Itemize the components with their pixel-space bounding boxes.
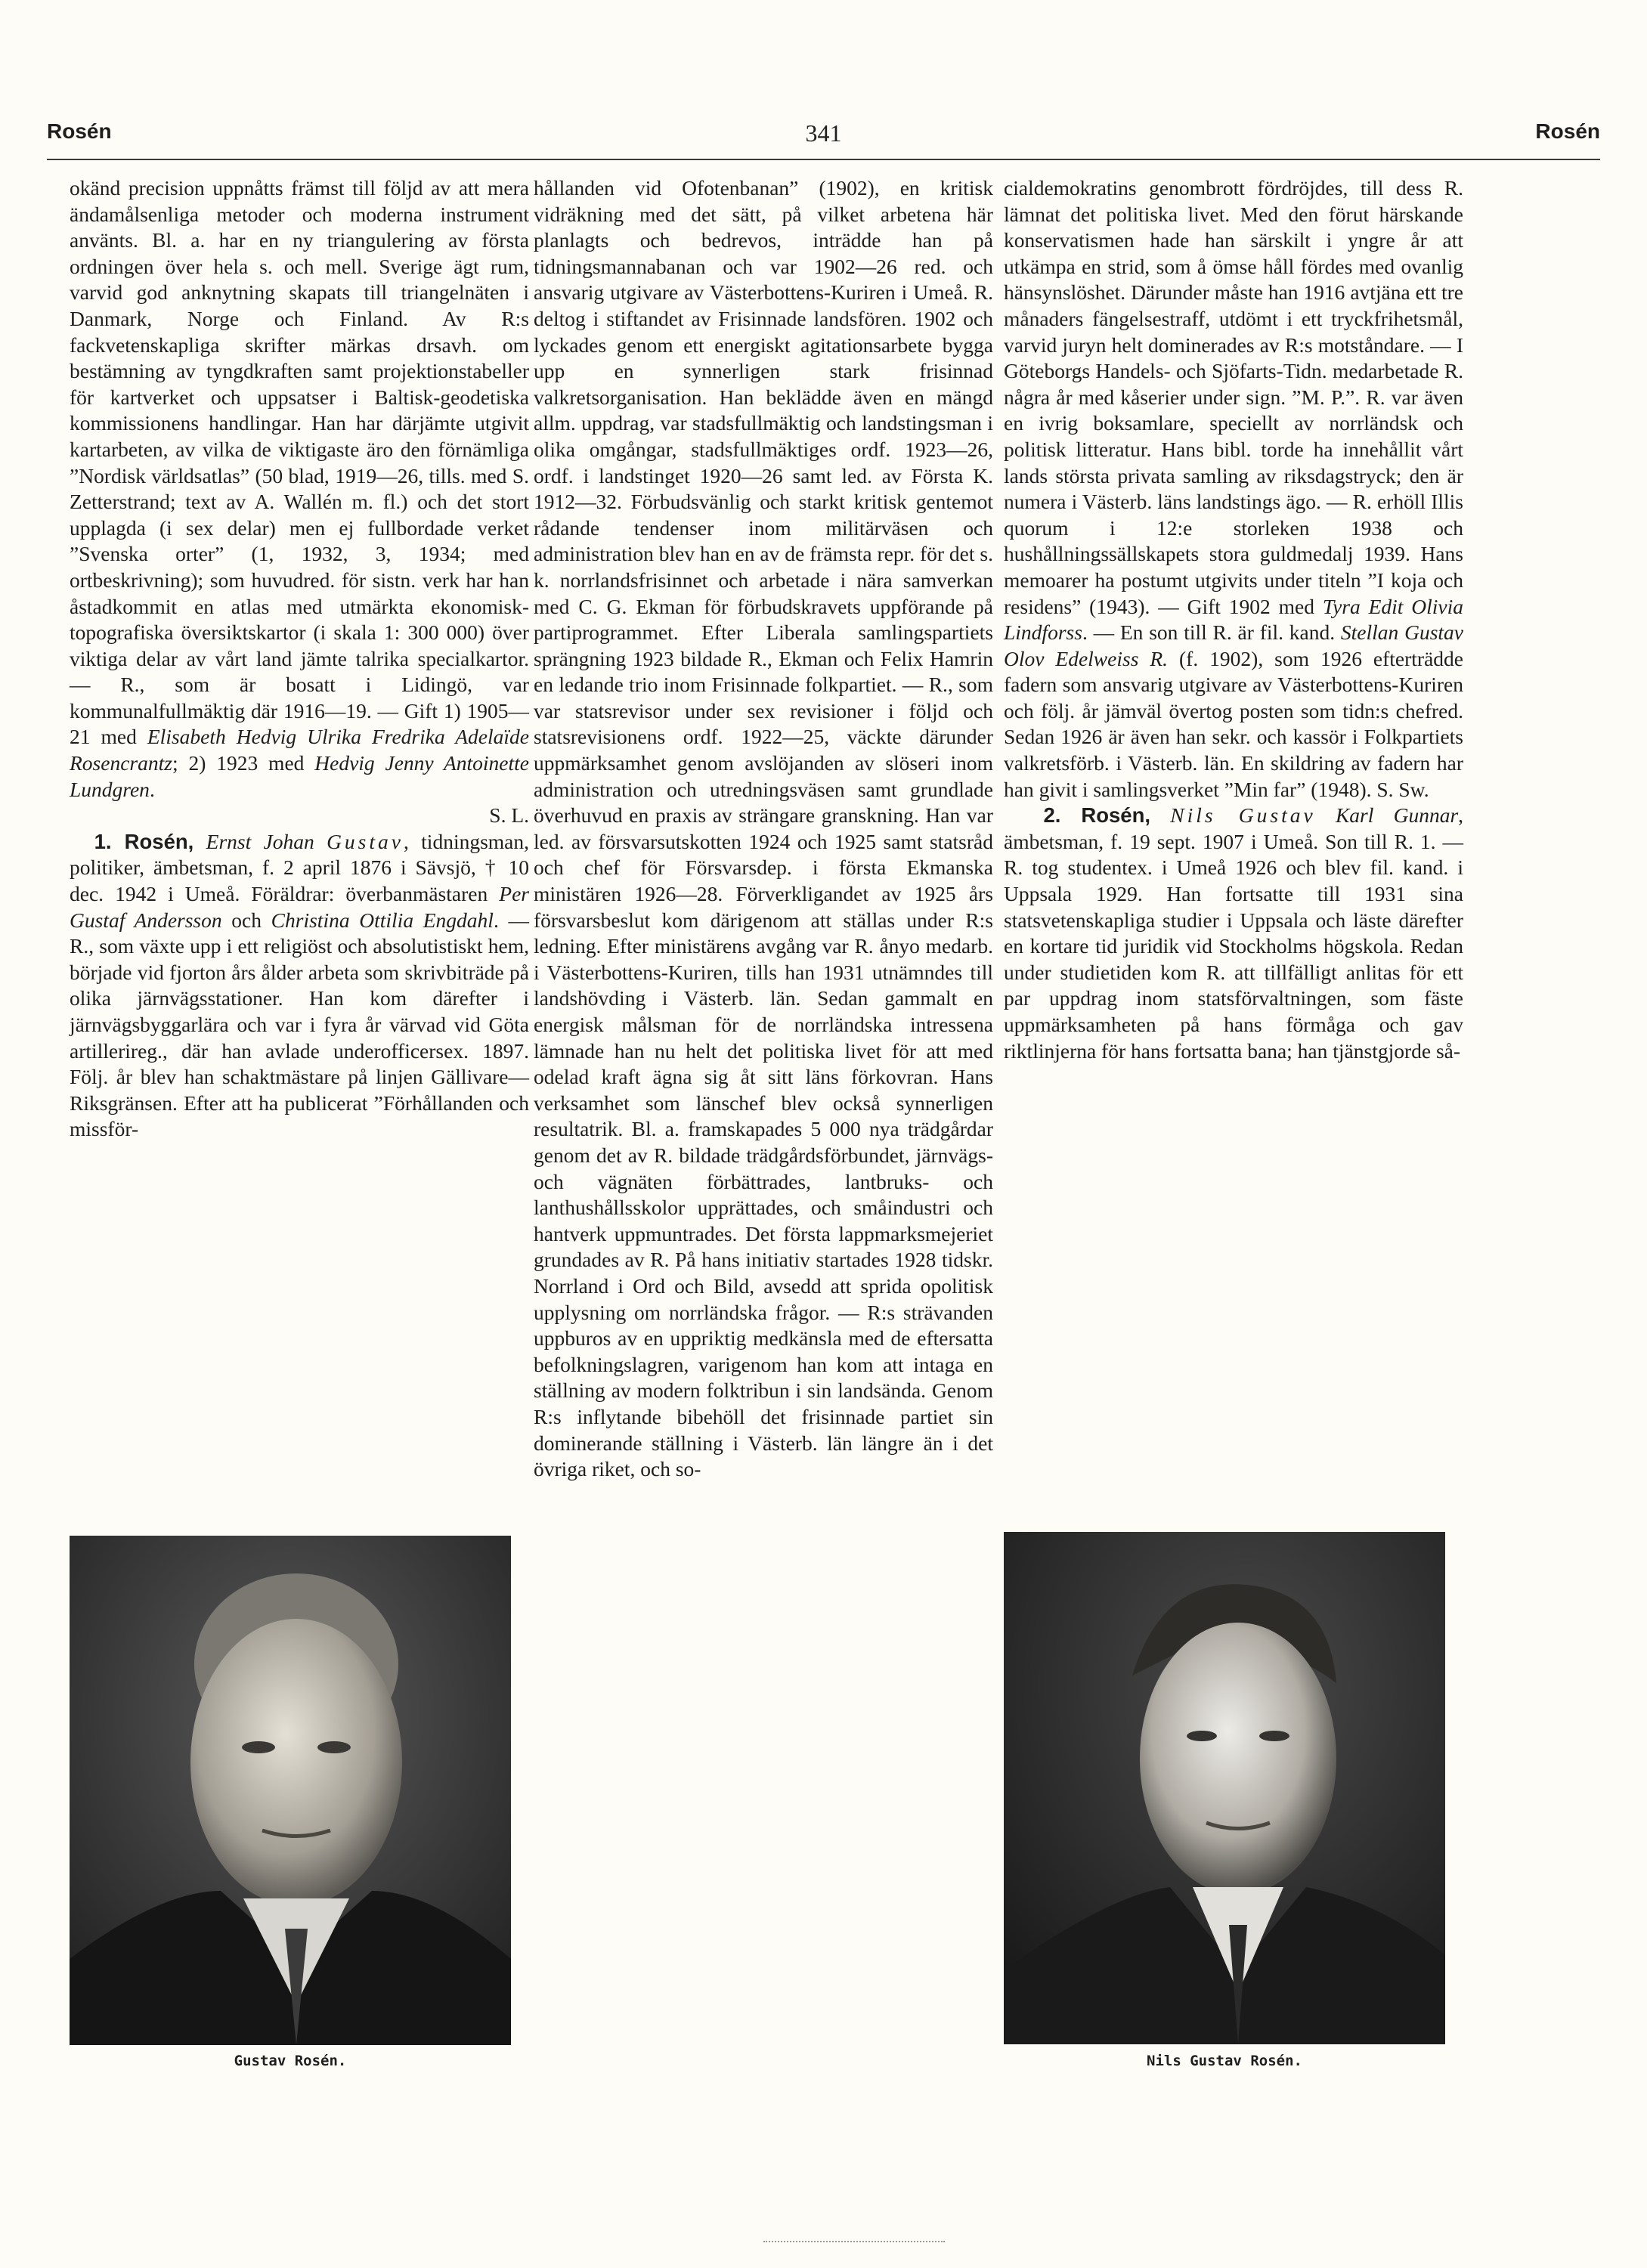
entry-nils-gustav-rosen	[1004, 803, 1463, 1064]
photo-caption-left: Gustav Rosén.	[234, 2053, 347, 2069]
text-run: , tidningsman, politiker, ämbetsman, f. 2 april 1876 i Sävsjö, † 10 dec. 1942 i Umeå. Föräldrar: överbanmästaren	[70, 829, 530, 906]
bottom-edge-mark	[763, 2241, 945, 2247]
portrait-photo-nils-gustav-rosen	[1004, 1532, 1445, 2044]
paragraph	[70, 175, 529, 803]
text-column-3	[1004, 175, 1463, 1064]
spouse-name: Tyra Edit Olivia Lindforss	[1004, 594, 1464, 645]
entry-heading: 1. Rosén,	[94, 829, 194, 853]
text-column-2	[534, 175, 993, 1483]
portrait-image	[1004, 1532, 1445, 2044]
spouse-name: Hedvig Jenny Antoinette Lundgren	[70, 751, 529, 801]
spouse-name: Elisabeth Hedvig Ulrika Fredrika Adelaïde Rosencrantz	[70, 725, 529, 775]
text-run: (f. 1902), som 1926 efterträdde fadern som ansvarig utgivare av Västerbottens-Kuriren och följ. år jämväl övertog posten som tidn:s chefred. Sedan 1926 är även han sekr. och kassör i Folkpartiets valkretsförb. i Västerb. län. En skildring av fadern har han givit i samlingsverket ”Min far” (1948). S. Sw.	[1004, 646, 1463, 801]
portrait-photo-gustav-rosen	[70, 1536, 511, 2045]
photo-caption-right: Nils Gustav Rosén.	[1147, 2053, 1302, 2069]
son-name: Stellan Gustav Olov Edelweiss R.	[1004, 620, 1463, 670]
signature: S. L.	[489, 803, 529, 828]
text-run: .	[149, 777, 155, 801]
entry-name-spaced: Nils Gustav	[1170, 803, 1316, 828]
entry-name: Karl Gunnar	[1335, 803, 1459, 828]
text-run: , ämbetsman, f. 19 sept. 1907 i Umeå. Son till R. 1. — R. tog studentex. i Umeå 1926 och blev fil. kand. i Uppsala 1929. Han fortsatte till 1931 sina statsvetenskapliga studier i Uppsala och läste därefter en kortare tid juridik vid Stockholms högskola. Redan under studietiden kom R. att tillfälligt anlitas för ett par uppdrag inom statsförvaltningen, som fäste uppmärksamheten på hans förmåga och gav riktlinjerna för hans fortsatta bana; han tjänstgjorde så-	[1004, 803, 1464, 1063]
running-header	[47, 113, 1600, 160]
entry-gustav-rosen	[70, 829, 529, 1143]
entry-name: Ernst Johan	[206, 829, 314, 853]
header-left-title: Rosén	[47, 119, 112, 143]
paragraph: hållanden vid Ofotenbanan” (1902), en kritisk vidräkning med det sätt, på vilket arbetena här planlagts och bedrevos, inträdde han på tidningsmannabanan och var 1902—26 red. och ansvarig utgivare av Västerbottens-Kuriren i Umeå. R. deltog i stiftandet av Frisinnade landsfören. 1902 och lyckades genom ett energiskt agitationsarbete bygga upp en synnerligen stark frisinnad valkretsorganisation. Han beklädde även en mängd allm. uppdrag, var stadsfullmäktig och landstingsman i olika omgångar, stadsfullmäktiges ordf. 1923—26, ordf. i landstinget 1920—26 samt led. av Första K. 1912—32. Förbudsvänlig och starkt kritisk gentemot rådande tendenser inom militärväsen och administration blev han en av de främsta repr. för det s. k. norrlandsfrisinnet och arbetade i nära samverkan med C. G. Ekman för förbudskravets uppförande på partiprogrammet. Efter Liberala samlingspartiets sprängning 1923 bildade R., Ekman och Felix Hamrin en ledande trio inom Frisinnade folkpartiet. — R., som var statsrevisor under sex revisioner i följd och statsrevisionens ordf. 1922—25, väckte därunder uppmärksamhet genom avslöjanden av slöseri inom administration och utredningsväsen samt grundlade överhuvud en praxis av strängare granskning. Han var led. av försvarsutskotten 1924 och 1925 samt statsråd och chef för Försvarsdep. i första Ekmanska ministären 1926—28. Förverkligandet av 1925 års försvarsbeslut kom därigenom att ställas under R:s ledning. Efter ministärens avgång var R. ånyo medarb. i Västerbottens-Kuriren, tills han 1931 utnämndes till landshövding i Västerb. län. Sedan gammalt en energisk målsman för de norrländska intressena lämnade han nu helt det politiska livet för att med odelad kraft ägna sig åt sitt läns förkovran. Hans verksamhet som länschef blev också synnerligen resultatrik. Bl. a. framskapades 5 000 nya trädgårdar genom det av R. bildade trädgårdsförbundet, järnvägs- och vägnäten förbättrades, lantbruks- och lanthushållsskolor upprättades, och småindustri och hantverk uppmuntrades. Det första lappmarksmejeriet grundades av R. På hans initiativ startades 1928 tidskr. Norrland i Ord och Bild, avsedd att sprida opolitisk upplysning om norrländska frågor. — R:s strävanden uppburos av en uppriktig medkänsla med de eftersatta befolkningslagren, varigenom han kom att intaga en ställning av modern folktribun i sin landsända. Genom R:s inflytande bibehöll det frisinnade partiet sin dominerande ställning i Västerb. län längre än i det övriga riket, och so-	[534, 176, 993, 1481]
portrait-image	[70, 1536, 511, 2045]
parent-name: Per Gustaf Andersson	[70, 882, 529, 932]
text-run: cialdemokratins genombrott fördröjdes, till dess R. lämnat det politiska livet. Med den förut härskande konservatismen hade han särskilt i yngre år att utkämpa en strid, som å ömse håll fördes med ovanlig hänsynslöshet. Därunder måste han 1916 avtjäna ett tre månaders fängelsestraff, utdömt i ett tryckfrihetsmål, varvid juryn helt dominerades av R:s motståndare. — I Göteborgs Handels- och Sjöfarts-Tidn. medarbetade R. några år med kåserier under sign. ”M. P.”. R. var även en ivrig boksamlare, speciellt av norrländsk och politisk litteratur. Hans bibl. torde ha innehållit vårt lands största privata samling av riksdagstryck; den är numera i Västerb. läns landstings ägo. — R. erhöll Illis quorum i 12:e storleken 1938 och hushållningssällskapets stora guldmedalj 1939. Hans memoarer ha postumt utgivits under titeln ”I koja och residens” (1943). — Gift 1902 med	[1004, 176, 1463, 618]
text-run: okänd precision uppnåtts främst till följd av att mera ändamålsenliga metoder och moderna instrument använts. Bl. a. har en ny triangulering av första ordningen över hela s. och mell. Sverige ägt rum, varvid god anknytning skapats till triangelnäten i Danmark, Norge och Finland. Av R:s fackvetenskapliga skrifter märkas drsavh. om bestämning av tyngdkraften samt projektionstabeller för kartverket och uppsatser i Baltisk-geodetiska kommissionens handlingar. Han har därjämte utgivit kartarbeten, av vilka de viktigaste äro den förnämliga ”Nordisk världsatlas” (50 blad, 1919—26, tills. med S. Zetterstrand; text av A. Wallén m. fl.) och det stort upplagda (i sex delar) men ej fullbordade verket ”Svenska orter” (1, 1932, 3, 1934; med ortbeskrivning); som huvudred. för sistn. verk har han åstadkommit en atlas med utmärkta ekonomisk-topografiska översiktskartor (i skala 1: 300 000) över viktiga delar av vårt land jämte talrika specialkartor. — R., som är bosatt i Lidingö, var kommunalfullmäktig där 1916—19. — Gift 1) 1905—21 med	[70, 176, 529, 749]
text-run: . — R., som växte upp i ett religiöst och absolutistiskt hem, började vid fjorton års ålder arbeta som skrivbiträde på olika järnvägsstationer. Han kom därefter i järnvägsbyggarlära och var i fyra år värvad vid Göta artillerireg., där han avlade underofficersex. 1897. Följ. år blev han schaktmästare på linjen Gällivare—Riksgränsen. Efter att ha publicerat ”Förhållanden och missför-	[70, 908, 529, 1141]
parent-name: Christina Ottilia Engdahl	[271, 908, 494, 932]
text-run: ; 2) 1923 med	[172, 751, 315, 775]
entry-heading: 2. Rosén,	[1043, 803, 1151, 828]
paragraph	[1004, 175, 1463, 803]
entry-name-spaced: Gustav	[327, 829, 404, 853]
text-column-1	[70, 175, 529, 1143]
header-right-title: Rosén	[1535, 119, 1600, 143]
page-number: 341	[805, 119, 842, 147]
text-run: och	[221, 908, 271, 932]
text-run: . — En son till R. är fil. kand.	[1082, 620, 1341, 645]
